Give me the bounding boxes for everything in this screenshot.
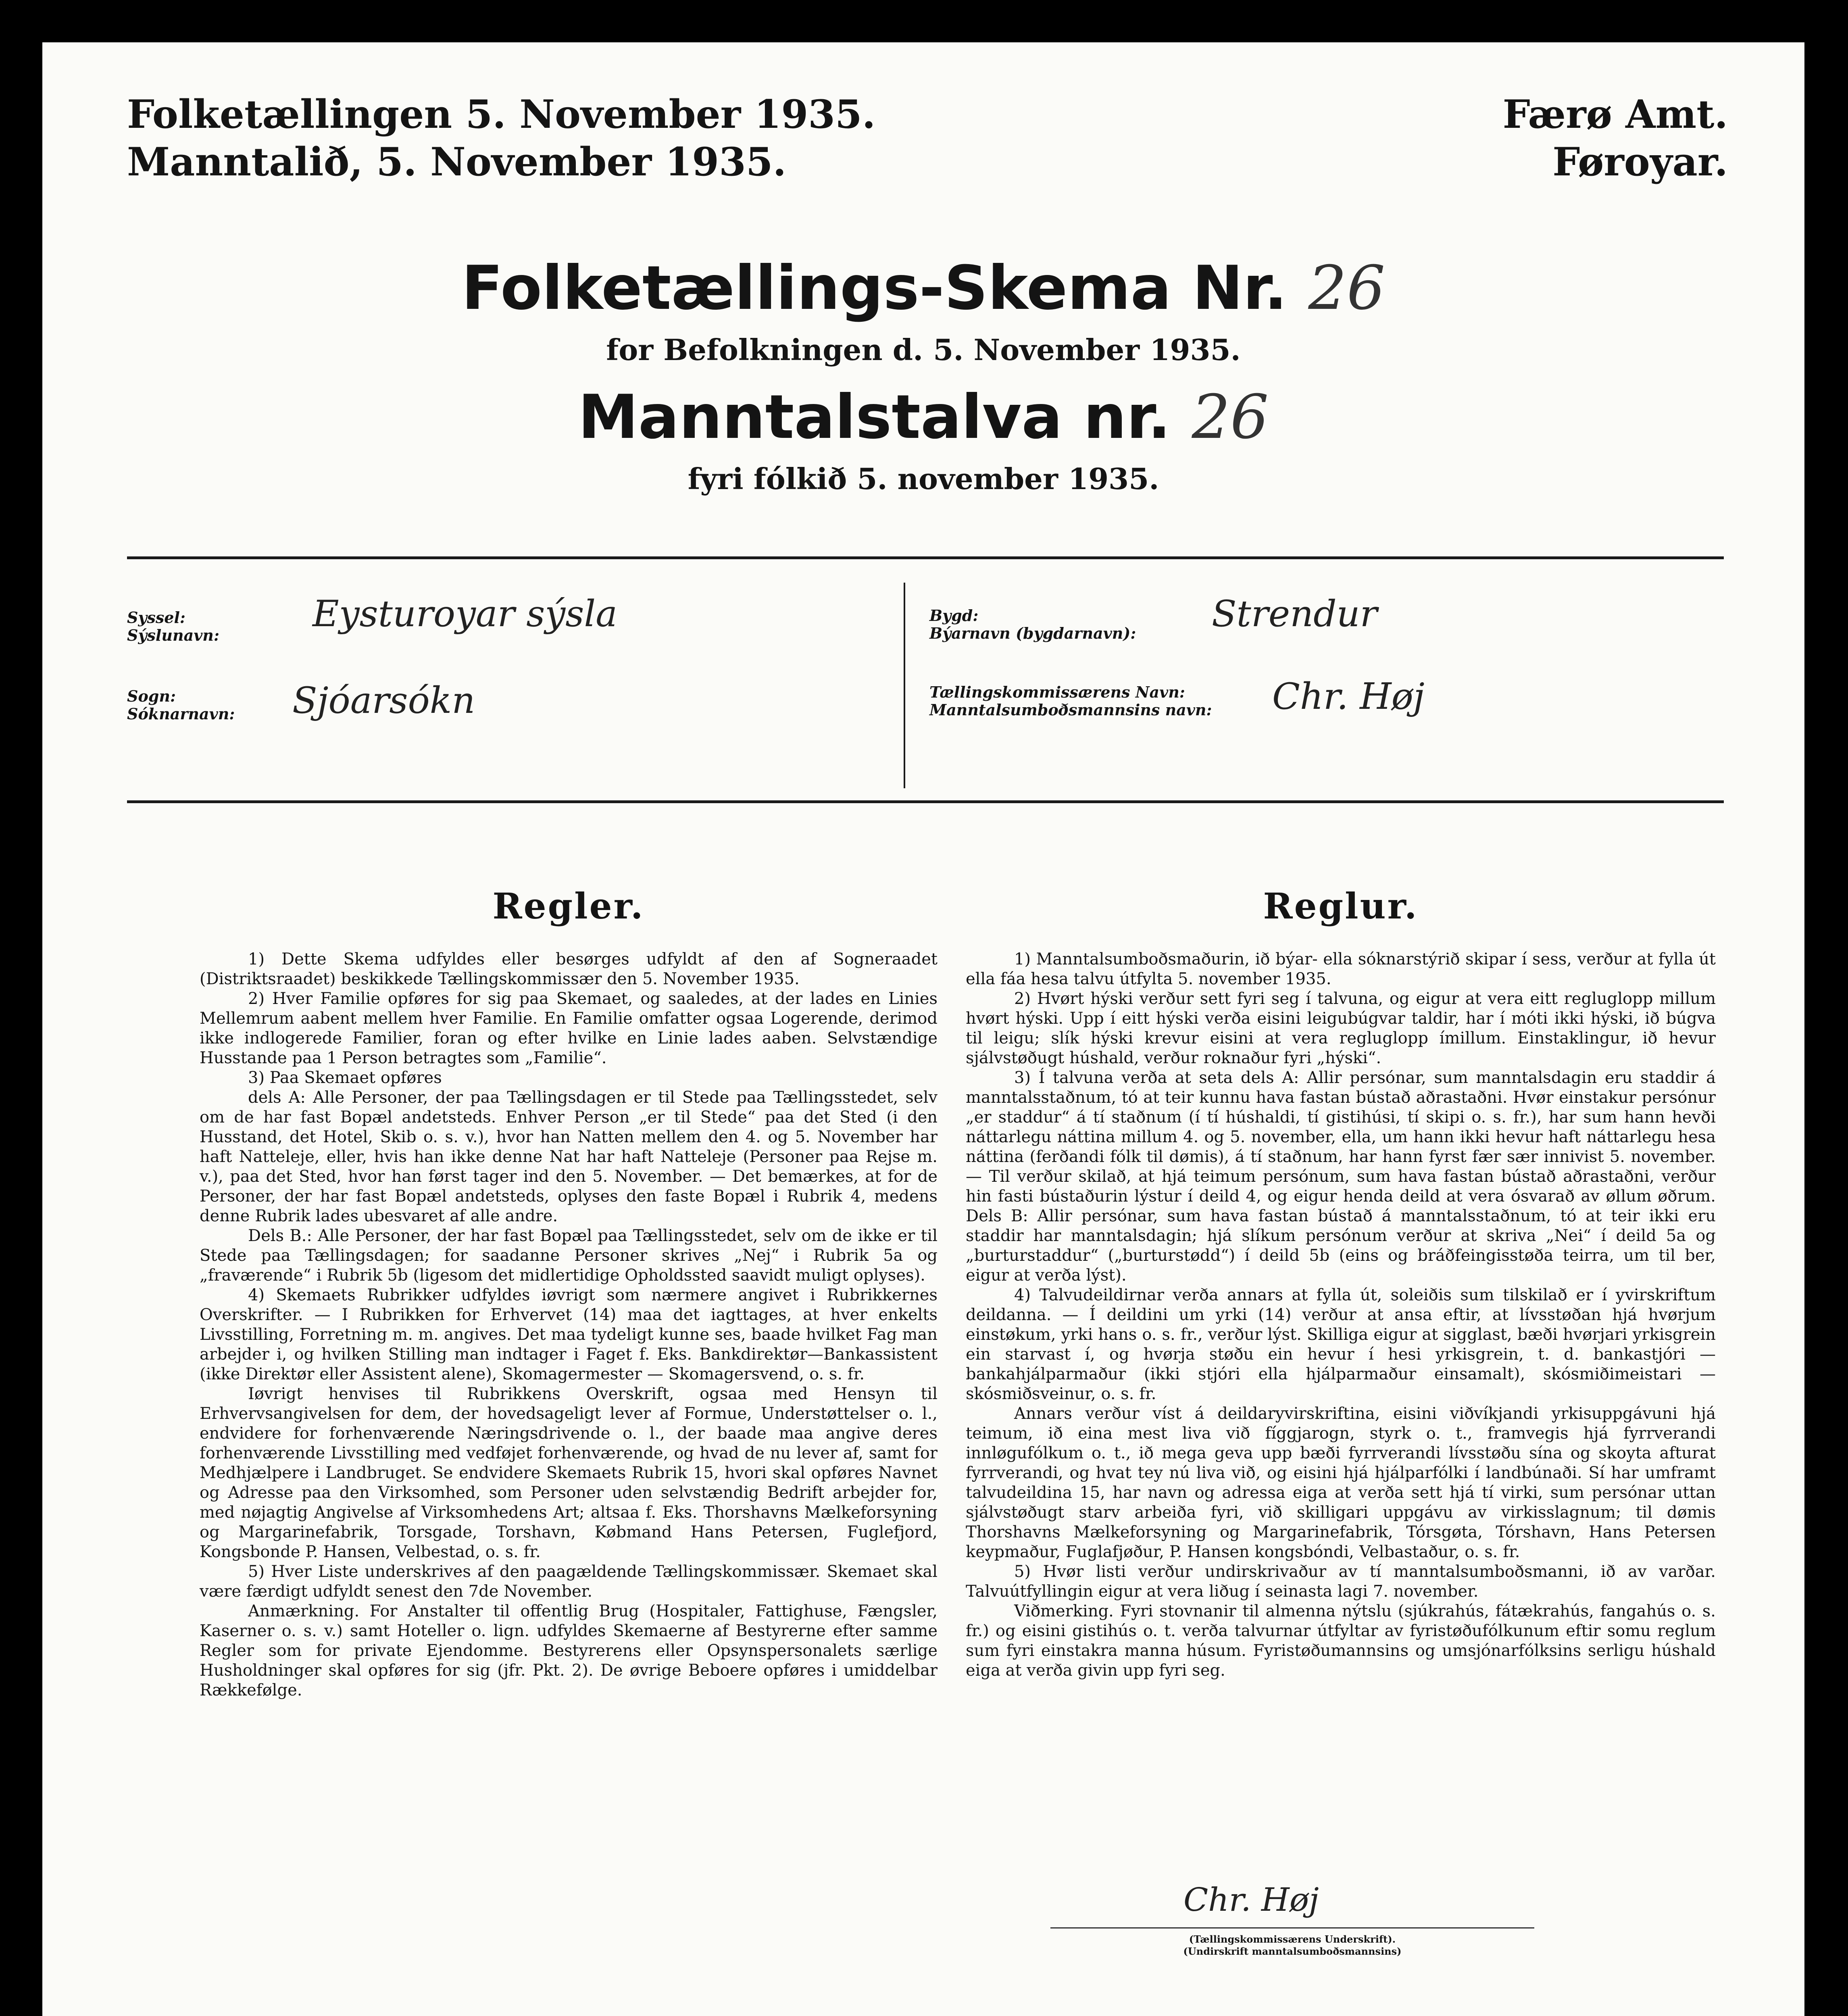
header-left-line2: Manntalið, 5. November 1935. (127, 139, 787, 185)
regler-paragraph: 5) Hver Liste underskrives af den paagældende Tællingskommissær. Skemaet skal være færdigt udfyldt senest den 7de November. (200, 1562, 938, 1601)
commissioner-label-da: Tællingskommissærens Navn: (929, 683, 1185, 701)
signature-handwriting: Chr. Høj (1183, 1881, 1319, 1918)
reglur-text (966, 950, 1716, 1681)
header-right-line1: Færø Amt. (1502, 92, 1728, 137)
form-subtitle-faroese: fyri fólkið 5. november 1935. (688, 462, 1159, 496)
reglur-paragraph: 3) Í talvuna verða at seta dels A: Allir persónar, sum manntalsdagin eru staddir á manntalsstaðnum, tó at teir kunnu hava fastan bústað aðrastaðni. Hvør einstakur persónur „er staddur“ á tí staðnum (í tí húshaldi, tí gistihúsi, tí skipi o. s. fr.), har sum hann hevði náttarlegu náttina millum 4. og 5. november, ella, um hann ikki hevur haft náttarlegu hesa náttina (ferðandi fólk til dømis), á tí staðnum, har hann fyrst fær sær innivist 5. november. — Til verður skilað, at hjá teimum persónum, sum hava fastan bústað aðrastaðni, verður hin fasti bústaðurin lýstur í deild 4, og eigur henda deild at vera ósvarað av øllum øðrum. Dels B: Allir persónar, sum hava fastan bústað á manntalsstaðnum, tó at teir ikki eru staddir har manntalsdagin; hjá slíkum persónum verður at skriva „Nei“ í deild 5a og „burturstaddur“ („burturstødd“) í deild 5b (eins og bráðfeingisstøða teirra, um til ber, eigur at verða lýst). (966, 1068, 1716, 1285)
commissioner-label (929, 683, 1212, 719)
regler-paragraph: Iøvrigt henvises til Rubrikkens Overskrift, ogsaa med Hensyn til Erhvervsangivelsen for dem, der hovedsageligt lever af Formue, Understøttelser o. l., endvidere for forhenværende Næringsdrivende o. l., der baade maa angive deres forhenværende Livsstilling med vedføjet forhenværende, og hvad de nu lever af, samt for Medhjælpere i Landbruget. Se endvidere Skemaets Rubrik 15, hvori skal opføres Navnet og Adresse paa den Virksomhed, som Personer uden selvstændig Bedrift arbejder for, med nøjagtig Angivelse af Virksomhedens Art; altsaa f. Eks. Thorshavns Mælkeforsyning og Margarinefabrik, Torsgade, Torshavn, Købmand Hans Petersen, Fuglefjord, Kongsbonde P. Hansen, Velbestad, o. s. fr. (200, 1385, 938, 1561)
sysel-label-fo: Sýslunavn: (127, 626, 219, 644)
regler-paragraph: Dels B.: Alle Personer, der har fast Bopæl paa Tællingsstedet, selv om de ikke er til Stede paa Tællingsdagen; for saadanne Personer skrives „Nej“ i Rubrik 5a og „fraværende“ i Rubrik 5b (ligesom det midlertidige Opholdssted saavidt muligt oplyses). (200, 1227, 938, 1285)
reglur-paragraph: 4) Talvudeildirnar verða annars at fylla út, soleiðis sum tilskilað er í yvirskriftum deildanna. — Í deildini um yrki (14) verður at ansa eftir, at lívsstøðan hjá hvørjum einstøkum, yrki hans o. s. fr., verður lýst. Skilliga eigur at sigglast, bæði hvørjari yrkisgrein ein starvast í, og hvørja støðu ein hevur í hesi yrkisgrein, t. d. bankastjóri — bankahjálparmaður (ikki stjóri ella hjálparmaður einsamalt), skósmiðimeistari — skósmiðsveinur, o. s. fr. (966, 1286, 1716, 1403)
form-title-faroese-text: Manntalstalva nr. (578, 382, 1171, 452)
bygd-label-da: Bygd: (929, 606, 979, 625)
form-number-danish: 26 (1308, 253, 1385, 323)
form-title-danish (42, 252, 1804, 325)
sogn-value[interactable]: Sjóarsókn (292, 679, 475, 722)
header-right-line2: Føroyar. (1552, 139, 1728, 185)
form-number-faroese: 26 (1192, 382, 1269, 452)
bygd-label (929, 607, 1136, 642)
regler-text (200, 950, 938, 1700)
sysel-label (127, 609, 219, 644)
signature-label-fo: (Undirskrift manntalsumboðsmannsins) (1183, 1945, 1402, 1957)
reglur-paragraph: 1) Manntalsumboðsmaðurin, ið býar- ella sóknarstýrið skipar í sess, verður at fylla út ella fáa hesa talvu útfylta 5. november 1935. (966, 950, 1716, 988)
sogn-label (127, 687, 235, 723)
form-title-danish-text: Folketællings-Skema Nr. (461, 253, 1288, 323)
reglur-paragraph: Viðmerking. Fyri stovnanir til almenna nýtslu (sjúkrahús, fátækrahús, fangahús o. s. fr.) og eisini gistihús o. t. verða talvurnar útfyltar av fyristøðufólkunum eftir somu reglum sum fyri einstakra manna húsum. Fyristøðumannsins og umsjónarfólksins serligu húshald eiga at verða givin upp fyri seg. (966, 1602, 1716, 1680)
reglur-paragraph: 5) Hvør listi verður undirskrivaður av tí manntalsumboðsmanni, ið av varðar. Talvuútfyllingin eigur at vera liðug í seinasta lagi 7. november. (966, 1562, 1716, 1601)
signature-label (1071, 1933, 1514, 1958)
form-subtitle-danish: for Befolkningen d. 5. November 1935. (606, 333, 1241, 367)
field-column-divider (904, 583, 905, 788)
commissioner-label-fo: Manntalsumboðsmannsins navn: (929, 701, 1212, 719)
regler-title: Regler. (492, 885, 645, 927)
form-title-faroese (42, 381, 1804, 454)
sysel-value[interactable]: Eysturoyar sýsla (313, 593, 617, 635)
reglur-paragraph: Annars verður víst á deildaryvirskriftina, eisini viðvíkjandi yrkisuppgávuni hjá teimum, ið eina mest liva við fíggjarogn, styrk o. t., framvegis hjá fyrrverandi innløgufólkum o. t., ið mega geva upp bæði fyrrverandi lívsstøðu sína og skoyta afturat fyrrverandi, og hvat tey nú liva við, og eisini hjá hjálparfólki í landbúnaði. Sí har umframt talvudeildina 15, har navn og adressa eiga at verða sett hjá tí virki, sum persónar uttan sjálvstøðugt starv arbeiða fyri, við skilligari uppgávu av virkisslagnum; til dømis Thorshavns Mælkeforsyning og Margarinefabrik, Tórsgøta, Tórshavn, Hans Petersen keypmaður, Fuglafjøður, P. Hansen kongsbóndi, Velbastaður, o. s. fr. (966, 1404, 1716, 1561)
reglur-paragraph: 2) Hvørt hýski verður sett fyri seg í talvuna, og eigur at vera eitt regluglopp millum hvørt hýski. Upp í eitt hýski verða eisini leigubúgvar taldir, har í móti ikki hýski, ið búgva til leigu; slík hýski krevur eisini at vera regluglopp ímillum. Einstaklingur, ið hevur sjálvstøðugt húshald, verður roknaður fyri „hýski“. (966, 989, 1716, 1067)
header-left-line1: Folketællingen 5. November 1935. (127, 92, 876, 137)
regler-paragraph: 1) Dette Skema udfyldes eller besørges udfyldt af den af Sogneraadet (Distriktsraadet) beskikkede Tællingskommissær den 5. November 1935. (200, 950, 938, 988)
top-divider (127, 556, 1724, 559)
census-form-sheet (42, 42, 1804, 2016)
regler-paragraph: dels A: Alle Personer, der paa Tællingsdagen er til Stede paa Tællingsstedet, selv om de har fast Bopæl andetsteds. Enhver Person „er til Stede“ paa det Sted (i den Husstand, det Hotel, Skib o. s. v.), hvor han Natten mellem den 4. og 5. November har haft Natteleje, eller, hvis han ikke denne Nat har haft Natteleje (Personer paa Rejse m. v.), paa det Sted, hvor han først tager ind den 5. November. — Det bemærkes, at for de Personer, der har fast Bopæl andetsteds, oplyses den faste Bopæl i Rubrik 4, medens denne Rubrik lades ubesvaret af alle andre. (200, 1088, 938, 1225)
sysel-label-da: Syssel: (127, 608, 185, 627)
regler-paragraph: 3) Paa Skemaet opføres (248, 1068, 442, 1087)
regler-paragraph: 2) Hver Familie opføres for sig paa Skemaet, og saaledes, at der lades en Linies Mellemrum aabent mellem hver Familie. En Familie omfatter ogsaa Logerende, derimod ikke indlogerede Familier, foran og efter hvilke en Linie lades aaben. Selvstændige Husstande paa 1 Person betragtes som „Familie“. (200, 989, 938, 1067)
header-left (127, 91, 875, 186)
signature-line (1050, 1927, 1534, 1929)
bygd-value[interactable]: Strendur (1212, 593, 1377, 635)
header-right (1503, 91, 1728, 186)
bottom-divider (127, 800, 1724, 803)
signature-label-da: (Tællingskommissærens Underskrift). (1189, 1933, 1396, 1945)
regler-paragraph: 4) Skemaets Rubrikker udfyldes iøvrigt som nærmere angivet i Rubrikkernes Overskrifter. — I Rubrikken for Erhvervet (14) maa det iagttages, at hver enkelts Livsstilling, Forretning m. m. angives. Det maa tydeligt kunne ses, baade hvilket Fag man arbejder i, og hvilken Stilling man indtager i Faget f. Eks. Bankdirektør—Bankassistent (ikke Direktør eller Assistent alene), Skomagermester — Skomagersvend, o. s. fr. (200, 1286, 938, 1383)
reglur-title: Reglur. (1263, 885, 1419, 927)
sogn-label-fo: Sóknarnavn: (127, 705, 235, 723)
regler-paragraph: Anmærkning. For Anstalter til offentlig Brug (Hospitaler, Fattighuse, Fængsler, Kaserner o. s. v.) samt Hoteller o. lign. udfyldes Skemaerne af Bestyrerne efter samme Regler som for private Ejendomme. Bestyrerens eller Opsynspersonalets særlige Husholdninger skal opføres for sig (jfr. Pkt. 2). De øvrige Beboere opføres i umiddelbar Rækkefølge. (200, 1602, 938, 1699)
bygd-label-fo: Býarnavn (bygdarnavn): (929, 624, 1136, 642)
sogn-label-da: Sogn: (127, 687, 176, 705)
commissioner-value[interactable]: Chr. Høj (1272, 675, 1425, 718)
